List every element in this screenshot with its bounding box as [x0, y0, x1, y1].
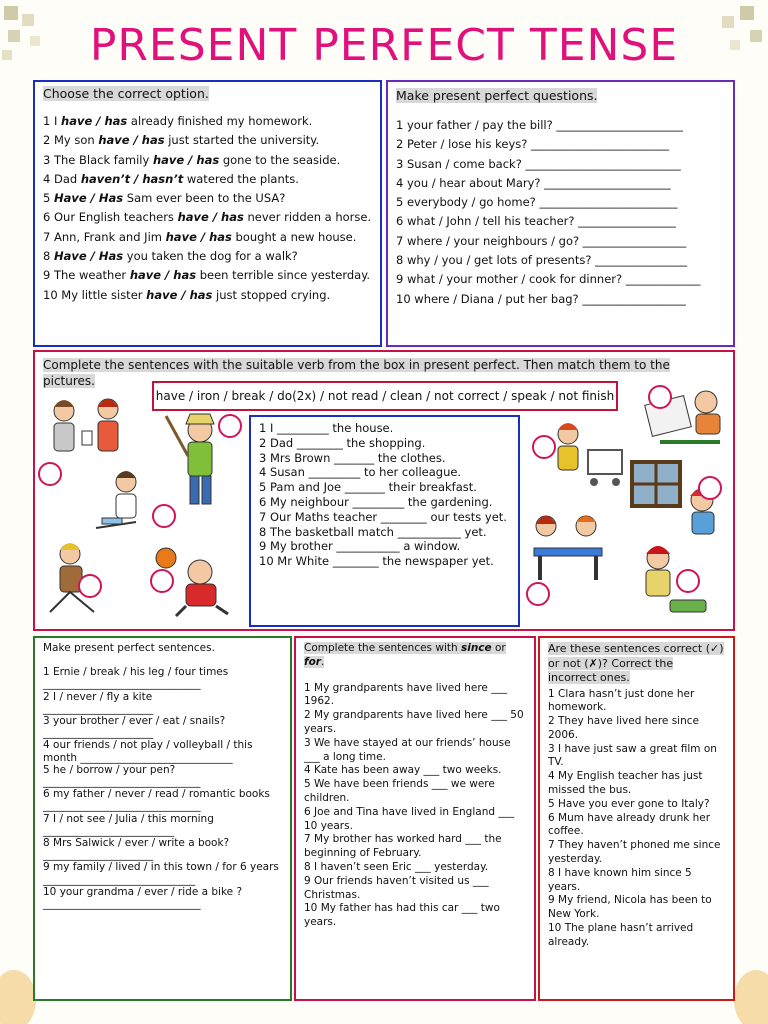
section-heading: Complete the sentences with the suitable verb from the box in present perfect. Then match them to the pictures.: [43, 358, 670, 388]
list-item: 6 My neighbour _________ the gardening.: [259, 494, 493, 509]
list-item: 4 our friends / not play / volleyball / this month _____________________________: [43, 739, 253, 764]
section-correct-or-not: [538, 636, 735, 1001]
list-item: 2 My grandparents have lived here ___ 50 years.: [304, 709, 524, 735]
list-item: 9 My friend, Nicola has been to New York.: [548, 894, 712, 921]
answer-circle[interactable]: [648, 385, 672, 409]
list-item: 3 I have just saw a great film on TV.: [548, 742, 717, 769]
list-item: 3 We have stayed at our friends’ house ___ a long time.: [304, 736, 511, 763]
list-item: 8 The basketball match ___________ yet.: [259, 524, 487, 539]
list-item: 3 your brother / ever / eat / snails?: [43, 715, 226, 728]
list-item: 7 where / your neighbours / go? __________________: [396, 233, 687, 248]
list-item: 10 your grandma / ever / ride a bike ?: [43, 885, 243, 898]
broken-window-illustration: [630, 460, 730, 540]
answer-circle[interactable]: [526, 582, 550, 606]
list-item: 2 Dad ________ the shopping.: [259, 435, 426, 450]
list-item: 8 why / you / get lots of presents? ________________: [396, 253, 688, 268]
list-item: 10 where / Diana / put her bag? __________________: [396, 291, 686, 306]
section-heading: Make present perfect sentences.: [43, 642, 215, 654]
section-heading: Make present perfect questions.: [396, 88, 598, 103]
list-item: 6 Our English teachers have / has never ridden a horse.: [43, 210, 372, 225]
list-item: 2 My son have / has just started the university.: [43, 133, 320, 148]
answer-circle[interactable]: [698, 476, 722, 500]
answer-line: ______________________________: [43, 776, 201, 789]
list-item: 7 My brother has worked hard ___ the beginning of February.: [304, 833, 502, 860]
answer-line: ______________________________: [43, 800, 201, 813]
page-title: PRESENT PERFECT TENSE: [89, 20, 679, 71]
list-item: 4 Dad haven’t / hasn’t watered the plants.: [43, 171, 299, 186]
verb-box: have / iron / break / do(2x) / not read / clean / not correct / speak / not finish: [152, 381, 618, 411]
list-item: 2 They have lived here since 2006.: [548, 715, 699, 741]
answer-line: _________________________: [43, 824, 175, 837]
list-item: 2 I / never / fly a kite: [43, 690, 153, 703]
answer-line: _____________________: [43, 849, 154, 862]
list-item: 1 Ernie / break / his leg / four times: [43, 666, 229, 679]
list-item: 6 my father / never / read / romantic books: [43, 788, 270, 801]
section-heading: Are these sentences correct (✓) or not (✗)? Correct the incorrect ones.: [548, 642, 724, 684]
list-item: 9 The weather have / has been terrible since yesterday.: [43, 268, 371, 283]
sentence-panel: [249, 415, 520, 627]
list-item: 1 I have / has already finished my homework.: [43, 114, 313, 128]
list-item: 5 Have / Has Sam ever been to the USA?: [43, 191, 286, 206]
list-item: 8 I have known him since 5 years.: [548, 866, 692, 893]
list-item: 5 We have been friends ___ we were children.: [304, 778, 495, 804]
answer-circle[interactable]: [152, 504, 176, 528]
list-item: 1 My grandparents have lived here ___ 1962.: [304, 681, 507, 708]
answer-circle[interactable]: [78, 574, 102, 598]
list-item: 8 I haven’t seen Eric ___ yesterday.: [304, 860, 489, 873]
answer-circle[interactable]: [532, 435, 556, 459]
answer-line: ______________________________: [43, 678, 201, 691]
answer-line: _____________________: [43, 702, 154, 715]
list-item: 7 Our Maths teacher ________ our tests yet.: [259, 509, 507, 524]
list-item: 9 my family / lived / in this town / for 6 years _____________________________: [43, 861, 279, 886]
list-item: 1 I _________ the house.: [259, 421, 394, 435]
answer-circle[interactable]: [218, 414, 242, 438]
section-heading: Complete the sentences with since or for.: [304, 642, 506, 668]
list-item: 7 They haven’t phoned me since yesterday.: [548, 839, 721, 866]
section-make-questions: [386, 80, 735, 347]
list-item: 7 I / not see / Julia / this morning: [43, 812, 214, 825]
section-make-sentences: [33, 636, 292, 1001]
list-item: 9 Our friends haven’t visited us ___ Christmas.: [304, 874, 489, 901]
list-item: 5 Pam and Joe _______ their breakfast.: [259, 480, 477, 495]
section-heading: Choose the correct option.: [43, 86, 209, 101]
list-item: 10 My little sister have / has just stopped crying.: [43, 287, 331, 302]
list-item: 3 Mrs Brown _______ the clothes.: [259, 450, 446, 465]
list-item: 10 Mr White ________ the newspaper yet.: [259, 554, 494, 569]
section-choose-option: [33, 80, 382, 347]
list-item: 8 Have / Has you taken the dog for a walk?: [43, 249, 298, 264]
list-item: 3 Susan / come back? ___________________________: [396, 156, 681, 171]
exercise-list: [396, 116, 725, 309]
list-item: 4 Kate has been away ___ two weeks.: [304, 764, 502, 777]
list-item: 4 My English teacher has just missed the bus.: [548, 770, 703, 797]
shopping-trolley-illustration: [548, 420, 628, 498]
list-item: 1 your father / pay the bill? ______________________: [396, 118, 683, 132]
list-item: 10 My father has had this car ___ two years.: [304, 902, 500, 929]
answer-circle[interactable]: [38, 462, 62, 486]
ironing-man-illustration: [92, 468, 152, 538]
list-item: 6 Joe and Tina have lived in England ___ 10 years.: [304, 805, 515, 832]
breakfast-couple-illustration: [528, 512, 608, 584]
cleaning-woman-illustration: [624, 542, 714, 622]
list-item: 7 Ann, Frank and Jim have / has bought a new house.: [43, 229, 357, 244]
list-item: 4 Susan _________ to her colleague.: [259, 465, 462, 480]
list-item: 9 what / your mother / cook for dinner? _____________: [396, 272, 701, 287]
list-item: 2 Peter / lose his keys? ________________________: [396, 137, 670, 152]
list-item: 3 The Black family have / has gone to the seaside.: [43, 152, 341, 167]
list-item: 10 The plane hasn’t arrived already.: [548, 922, 694, 948]
list-item: 8 Mrs Salwick / ever / write a book?: [43, 837, 230, 850]
list-item: 6 what / John / tell his teacher? _________________: [396, 214, 676, 229]
section-since-for: [294, 636, 536, 1001]
list-item: 9 My brother ___________ a window.: [259, 539, 461, 554]
answer-line: _____________________: [43, 727, 154, 740]
list-item: 1 Clara hasn’t just done her homework.: [548, 687, 695, 714]
exercise-list: [43, 112, 372, 305]
list-item: 4 you / hear about Mary? ______________________: [396, 175, 671, 190]
list-item: 5 Have you ever gone to Italy?: [548, 797, 710, 810]
list-item: 5 he / borrow / your pen?: [43, 763, 176, 776]
answer-circle[interactable]: [676, 569, 700, 593]
answer-line: ______________________________: [43, 898, 201, 911]
list-item: 5 everybody / go home? ________________________: [396, 195, 678, 210]
answer-circle[interactable]: [150, 569, 174, 593]
list-item: 6 Mum have already drunk her coffee.: [548, 811, 711, 838]
